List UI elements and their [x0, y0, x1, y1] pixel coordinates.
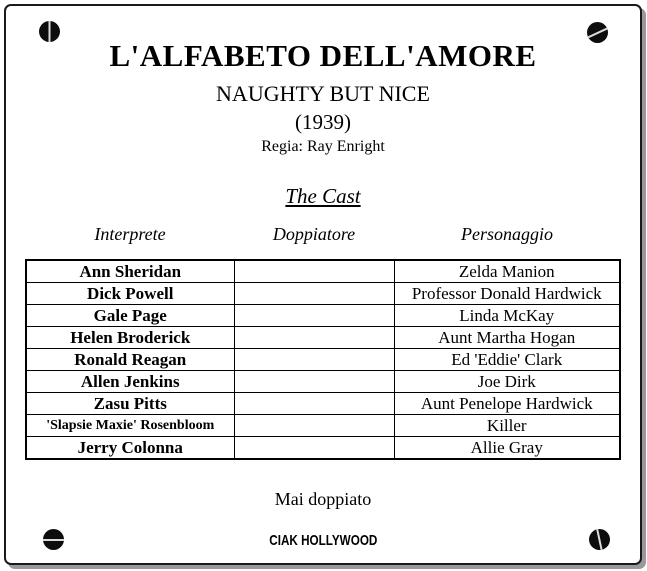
cast-character-cell: Linda McKay: [394, 305, 620, 327]
screw-slot: [596, 529, 603, 550]
column-header-doppiatore: Doppiatore: [272, 224, 356, 244]
screw-icon-bottom-left: [43, 529, 64, 550]
table-row: [26, 349, 620, 371]
cast-column-headers: [26, 223, 620, 245]
screw-slot: [587, 26, 608, 38]
cast-table: [25, 259, 621, 460]
screw-icon-bottom-right: [589, 529, 610, 550]
cast-character-cell: Killer: [394, 415, 620, 437]
cast-dubber-cell: [234, 260, 394, 283]
cast-actor-cell: Helen Broderick: [26, 327, 234, 349]
cast-character-cell: Ed 'Eddie' Clark: [394, 349, 620, 371]
cast-actor-cell: Ronald Reagan: [26, 349, 234, 371]
column-header-personaggio: Personaggio: [461, 224, 553, 244]
cast-dubber-cell: [234, 283, 394, 305]
film-dubbing-card: [4, 4, 642, 565]
cast-dubber-cell: [234, 327, 394, 349]
table-row: [26, 415, 620, 437]
table-row: [26, 371, 620, 393]
cast-actor-cell: Dick Powell: [26, 283, 234, 305]
table-row: [26, 305, 620, 327]
cast-actor-cell: Zasu Pitts: [26, 393, 234, 415]
screw-slot: [49, 21, 51, 42]
cast-section-heading: The Cast: [285, 184, 361, 208]
cast-actor-cell: Ann Sheridan: [26, 260, 234, 283]
original-title: NAUGHTY BUT NICE: [216, 81, 430, 106]
italian-title: L'ALFABETO DELL'AMORE: [109, 38, 537, 73]
cast-character-cell: Aunt Martha Hogan: [394, 327, 620, 349]
table-row: [26, 260, 620, 283]
screw-icon-top-left: [39, 21, 60, 42]
cast-actor-cell: Gale Page: [26, 305, 234, 327]
cast-actor-cell: 'Slapsie Maxie' Rosenbloom: [26, 415, 234, 437]
cast-dubber-cell: [234, 415, 394, 437]
cast-dubber-cell: [234, 349, 394, 371]
film-year: (1939): [295, 110, 351, 134]
cast-dubber-cell: [234, 393, 394, 415]
cast-character-cell: Joe Dirk: [394, 371, 620, 393]
ciak-hollywood-logo: [6, 532, 640, 550]
cast-character-cell: Allie Gray: [394, 437, 620, 460]
cast-dubber-cell: [234, 371, 394, 393]
cast-character-cell: Zelda Manion: [394, 260, 620, 283]
screw-icon-top-right: [587, 22, 608, 43]
table-row: [26, 327, 620, 349]
cast-actor-cell: Allen Jenkins: [26, 371, 234, 393]
cast-dubber-cell: [234, 305, 394, 327]
screw-slot: [43, 539, 64, 541]
cast-dubber-cell: [234, 437, 394, 460]
cast-actor-cell: Jerry Colonna: [26, 437, 234, 460]
director-line: Regia: Ray Enright: [261, 138, 385, 155]
cast-character-cell: Aunt Penelope Hardwick: [394, 393, 620, 415]
table-row: [26, 283, 620, 305]
table-row: [26, 393, 620, 415]
dubbing-note: Mai doppiato: [274, 489, 372, 509]
column-header-interprete: Interprete: [94, 224, 166, 244]
ciak-hollywood-logo-text: CIAK HOLLYWOOD: [268, 532, 378, 549]
cast-character-cell: Professor Donald Hardwick: [394, 283, 620, 305]
table-row: [26, 437, 620, 460]
